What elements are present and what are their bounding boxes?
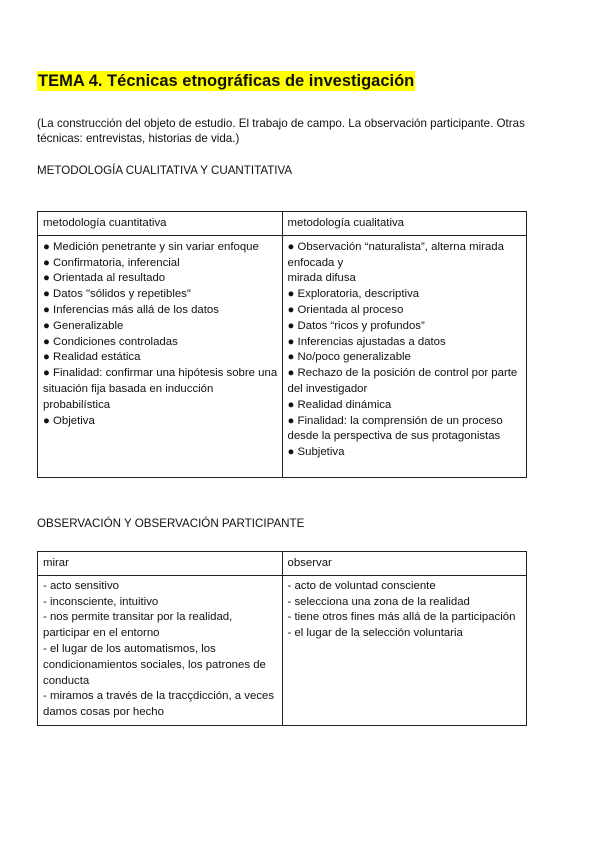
qualitative-cell [282,235,527,477]
quantitative-cell [38,235,283,477]
list-item: ● Exploratoria, descriptiva [287,288,420,301]
observation-table [37,551,527,726]
list-item: - tiene otros fines más allá de la participación [287,611,516,624]
list-item: ● Subjetiva [287,446,345,459]
intro-paragraph: (La construcción del objeto de estudio. El trabajo de campo. La observación participante. Otras técnicas: entrevistas, historias de vida.) [37,117,525,145]
section-heading-methodology: METODOLOGÍA CUALITATIVA Y CUANTITATIVA [37,164,293,177]
list-item: - el lugar de la selección voluntaria [287,627,463,640]
list-item: - miramos a través de la tracçdicción, a veces damos cosas por hecho [43,690,275,719]
list-item: ● Realidad estática [43,351,141,364]
list-item: - nos permite transitar por la realidad, participar en el entorno [43,611,233,640]
list-item: mirada difusa [287,272,356,285]
list-item: ● Generalizable [43,319,124,332]
table-header-row [38,212,527,236]
column-header-quantitative: metodología cuantitativa [38,212,283,236]
list-item: ● Datos "sólidos y repetibles" [43,288,191,301]
list-item: ● No/poco generalizable [287,351,411,364]
list-item: ● Orientada al proceso [287,303,404,316]
list-item: ● Datos “ricos y profundos” [287,319,425,332]
list-item: - acto sensitivo [43,579,119,592]
table-row [38,575,527,725]
list-item: ● Medición penetrante y sin variar enfoque [43,240,259,253]
section-heading-observation: OBSERVACIÓN Y OBSERVACIÓN PARTICIPANTE [37,517,305,530]
list-item: ● Confirmatoria, inferencial [43,256,180,269]
quantitative-list [43,240,278,430]
list-item: ● Orientada al resultado [43,272,166,285]
list-item: ● Inferencias más allá de los datos [43,303,219,316]
table-header-row [38,552,527,576]
list-item: - inconsciente, intuitivo [43,595,159,608]
observar-cell [282,575,527,725]
list-item: ● Rechazo de la posición de control por parte del investigador [287,367,518,395]
mirar-list [43,579,278,721]
list-item: ● Realidad dinámica [287,398,392,411]
table-row [38,235,527,477]
list-item: - el lugar de los automatismos, los condicionamientos sociales, los patrones de conducta [43,642,266,687]
list-item: ● Objetiva [43,414,95,427]
mirar-cell [38,575,283,725]
list-item: ● Inferencias ajustadas a datos [287,335,446,348]
methodology-table [37,211,527,478]
page-title: TEMA 4. Técnicas etnográficas de investigación [38,72,415,90]
list-item: ● Finalidad: la comprensión de un proceso desde la perspectiva de sus protagonistas [287,414,503,443]
observar-list [288,579,523,642]
column-header-qualitative: metodología cualitativa [282,212,527,236]
list-item: - selecciona una zona de la realidad [287,595,470,608]
list-item: ● Observación “naturalista”, alterna mirada enfocada y [287,240,504,269]
column-header-observar: observar [282,552,527,576]
list-item: ● Finalidad: confirmar una hipótesis sobre una situación fija basada en inducción probabilística [43,367,278,411]
column-header-mirar: mirar [38,552,283,576]
list-item: ● Condiciones controladas [43,335,178,348]
qualitative-list [288,240,523,461]
list-item: - acto de voluntad consciente [287,579,436,592]
